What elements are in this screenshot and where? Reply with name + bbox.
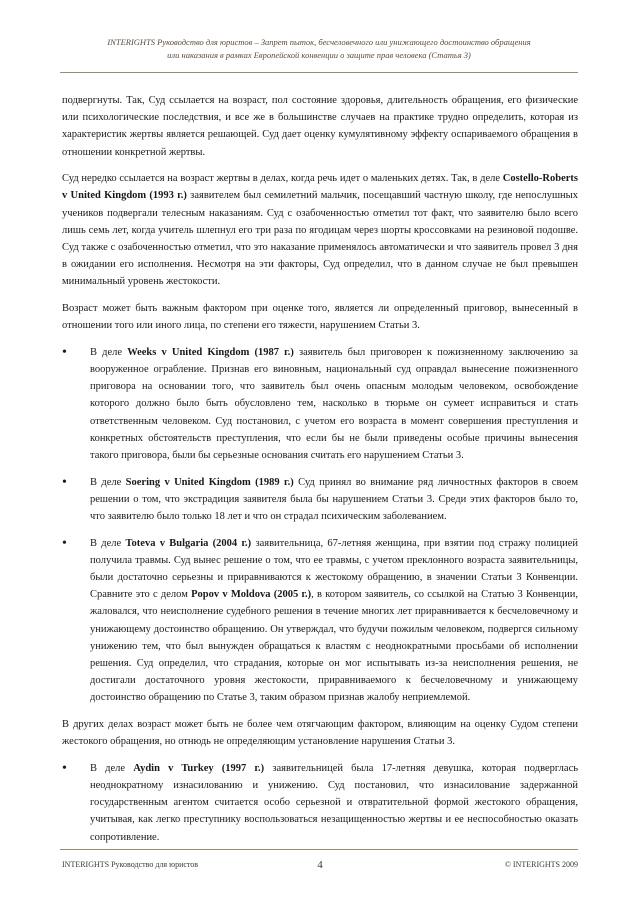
paragraph: подвергнуты. Так, Суд ссылается на возраст, пол состояние здоровья, длительность обращения, его физические или психологические последствия, и все же в большинстве случаев на практике трудно определить, которая из характеристик жертвы является решающей. Суд дает оценку кумулятивному эффекту оспариваемого обращения в отношении конкретной жертвы.: [62, 95, 578, 158]
footer-title: INTERIGHTS Руководство для юристов: [62, 860, 199, 869]
list-item: • В деле Toteva v Bulgaria (2004 г.) заявительница, 67-летняя женщина, при взятии под стражу полицией получила травмы. Суд вынес решение о том, что ее травмы, с учетом преклонного возраста заявительницы, были достаточно серьезны и приравниваются к жестокому обращению, в значении Статьи 3 Конвенции. Сравните это с делом Popov v Moldova (2005 г.), в котором заявитель, со ссылкой на Статью 3 Конвенции, жаловался, что неисполнение судебного решения в течение многих лет приравнивается к бесчеловечному и унижающему достоинство обращению. Он утверждал, что будучи пожилым человеком, подвергся сильному унижению тем, что был вынужден обращаться к властям с неоднократными просьбами об исполнении решения. Суд определил, что страдания, которые он мог испытывать из-за неисполнения решения, не достигали достаточного уровня жестокости, приравниваемого к бесчеловечному и унижающему достоинство обращению по Статье 3, таким образом признав жалобу неприемлемой.: [62, 535, 578, 707]
case-name: Aydin v Turkey (1997 г.): [133, 762, 265, 774]
bullet-icon: •: [62, 760, 67, 776]
case-name: Toteva v Bulgaria (2004 г.): [125, 537, 252, 549]
footer-copyright: © INTERIGHTS 2009: [504, 860, 578, 869]
bullet-icon: •: [62, 344, 67, 360]
bullet-icon: •: [62, 474, 67, 490]
case-name: Popov v Moldova (2005 г.): [191, 589, 312, 601]
paragraph: Возраст может быть важным фактором при оценке того, является ли определенный приговор, вынесенный в отношении того или иного лица, по степени его тяжести, нарушением Статьи 3.: [62, 303, 578, 332]
case-name: Costello-Roberts v United Kingdom (1993 г.): [62, 173, 578, 202]
page-footer: [62, 858, 578, 872]
header-line-2: или наказания в рамках Европейской конвенции о защите прав человека (Статья 3): [167, 50, 471, 60]
paragraph: В других делах возраст может быть не более чем отягчающим фактором, влияющим на оценку Судом степени жестокого обращения, но отнюдь не определяющим установление нарушения Статьи 3.: [62, 719, 578, 748]
paragraph: Суд нередко ссылается на возраст жертвы в делах, когда речь идет о маленьких детях. Так, в деле Costello-Roberts v United Kingdom (1993 г.) заявителем был семилетний мальчик, посещавший частную школу, где непослушных учеников подвергали телесным наказаниям. Суд с озабоченностью отметил тот факт, что заявителю было всего лишь семь лет, когда учитель шлепнул его три раза по ягодицам через шорты кроссовками на резиновой подошве. Суд также с озабоченностью отметил, что это наказание применялось автоматически и что заявитель провел 3 дня в ожидании его исполнения. Несмотря на эти факторы, Суд определил, что в данном случае не был превышен минимальный уровень жестокости.: [62, 173, 578, 288]
main-content: [62, 92, 578, 855]
footer-divider: [60, 849, 578, 850]
case-name: Weeks v United Kingdom (1987 г.): [127, 346, 294, 358]
header-divider: [60, 72, 578, 73]
case-name: Soering v United Kingdom (1989 г.): [125, 476, 294, 488]
list-item: • В деле Soering v United Kingdom (1989 г.) Суд принял во внимание ряд личностных факторов в своем решении о том, что экстрадиция заявителя была бы нарушением Статьи 3. Среди этих факторов было то, что заявителю было только 18 лет и что он страдал психическим заболеванием.: [62, 474, 578, 526]
list-item: • В деле Aydin v Turkey (1997 г.) заявительницей была 17-летняя девушка, которая подверглась неоднократному изнасилованию и унижению. Суд постановил, что изнасилование задержанной государственным агентом считается особо серьезной и отвратительной формой жестокого обращения, учитывая, как легко преступнику воспользоваться незащищенностью жертвы и ее неспособностью оказать сопротивление.: [62, 760, 578, 846]
bullet-icon: •: [62, 535, 67, 551]
running-header: [60, 36, 578, 62]
header-line-1: INTERIGHTS Руководство для юристов – Запрет пыток, бесчеловечного или унижающего достоинство обращения: [107, 37, 531, 47]
list-item: • В деле Weeks v United Kingdom (1987 г.) заявитель был приговорен к пожизненному заключению за вооруженное ограбление. Признав его виновным, национальный суд оправдал вынесение пожизненного приговора на основании того, что заявитель был очень опасным молодым человеком, освобождение которого должно было быть обусловлено тем, насколько в тюрьме он сумеет исправиться и стать ответственным человеком. Суд постановил, с учетом его возраста в момент совершения преступления и конкретных обстоятельств преступления, что если бы не были приведены особые причины вынесения такого приговора, были бы серьезные основания считать его нарушением Статьи 3.: [62, 344, 578, 464]
page-number: 4: [317, 859, 323, 871]
